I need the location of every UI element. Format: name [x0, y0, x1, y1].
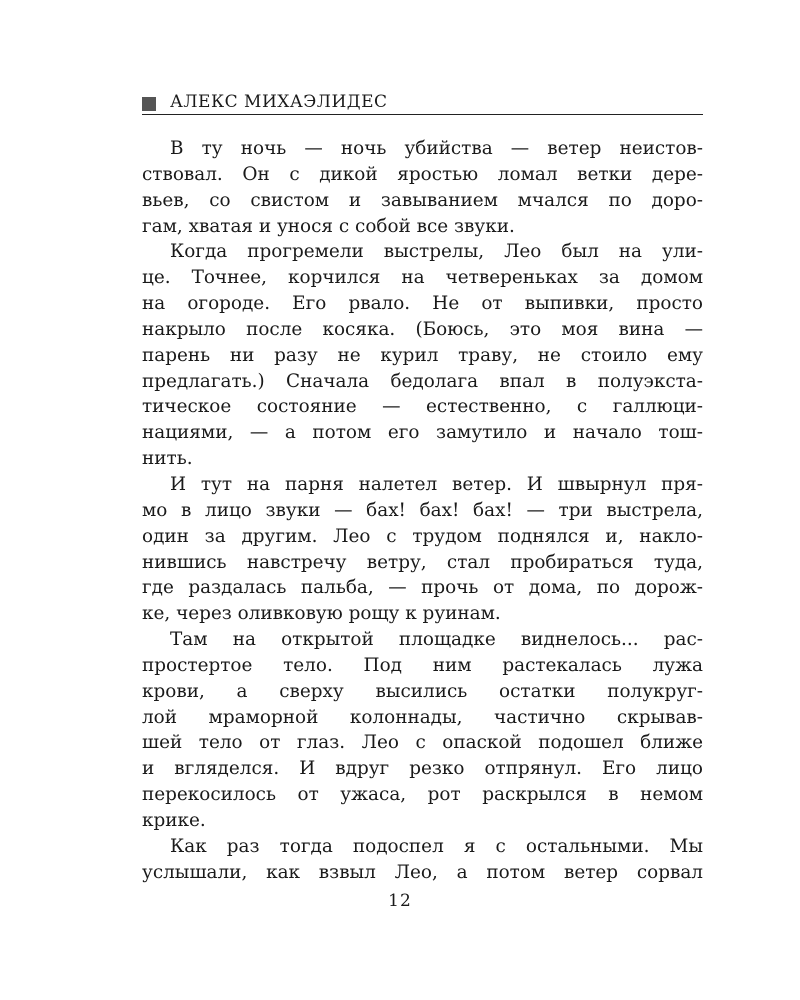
paragraph [142, 627, 703, 834]
text-line: Там на открытой площадке виднелось... рас- [170, 629, 703, 651]
running-header [142, 92, 703, 115]
text-line: лой мраморной колоннады, частично скрывав- [142, 706, 703, 728]
text-line: В ту ночь — ночь убийства — ветер неистов- [170, 138, 703, 159]
text-line: крови, а сверху высились остатки полукруг- [142, 680, 703, 702]
text-line: Когда прогремели выстрелы, Лео был на ули- [170, 241, 703, 263]
text-line: предлагать.) Сначала бедолага впал в полуэкста- [142, 370, 703, 392]
header-square-icon [142, 97, 156, 111]
header-author: АЛЕКС МИХАЭЛИДЕС [170, 92, 388, 112]
text-line: нациями, — а потом его замутило и начало тош- [142, 422, 703, 444]
text-line: И тут на парня налетел ветер. И швырнул пря- [170, 473, 703, 495]
text-line: гам, хватая и унося с собой все звуки. [142, 215, 515, 237]
text-line: нившись навстречу ветру, стал пробираться туда, [142, 551, 703, 573]
text-line: накрыло после косяка. (Боюсь, это моя вина — [142, 318, 703, 340]
text-line: ствовал. Он с дикой яростью ломал ветки дере- [142, 163, 703, 185]
text-line: шей тело от глаз. Лео с опаской подошел ближе [142, 732, 703, 754]
text-line: перекосилось от ужаса, рот раскрылся в немом [142, 784, 703, 806]
text-line: вьев, со свистом и завыванием мчался по доро- [142, 189, 703, 211]
page-number: 12 [388, 891, 412, 911]
text-line: тическое состояние — естественно, с галлюци- [142, 396, 703, 418]
text-line: услышали, как взвыл Лео, а потом ветер сорвал [142, 861, 703, 883]
text-line: простертое тело. Под ним растекалась лужа [142, 654, 703, 676]
text-line: це. Точнее, корчился на четвереньках за домом [142, 267, 703, 289]
text-line: на огороде. Его рвало. Не от выпивки, просто [142, 293, 703, 315]
text-line: крике. [142, 809, 206, 831]
text-line: ке, через оливковую рощу к руинам. [142, 603, 501, 625]
paragraph [142, 136, 703, 239]
paragraph [142, 472, 703, 627]
text-line: один за другим. Лео с трудом поднялся и, накло- [142, 525, 703, 547]
paragraph [142, 239, 703, 472]
text-line: Как раз тогда подоспел я с остальными. Мы [170, 835, 703, 857]
paragraph [142, 834, 703, 886]
text-line: мо в лицо звуки — бах! бах! бах! — три выстрела, [142, 499, 703, 521]
text-line: нить. [142, 448, 193, 470]
text-line: и вгляделся. И вдруг резко отпрянул. Его лицо [142, 758, 703, 780]
text-line: где раздалась пальба, — прочь от дома, по дорож- [142, 577, 703, 599]
text-line: парень ни разу не курил траву, не стоило ему [142, 344, 703, 366]
body-text [142, 136, 703, 885]
